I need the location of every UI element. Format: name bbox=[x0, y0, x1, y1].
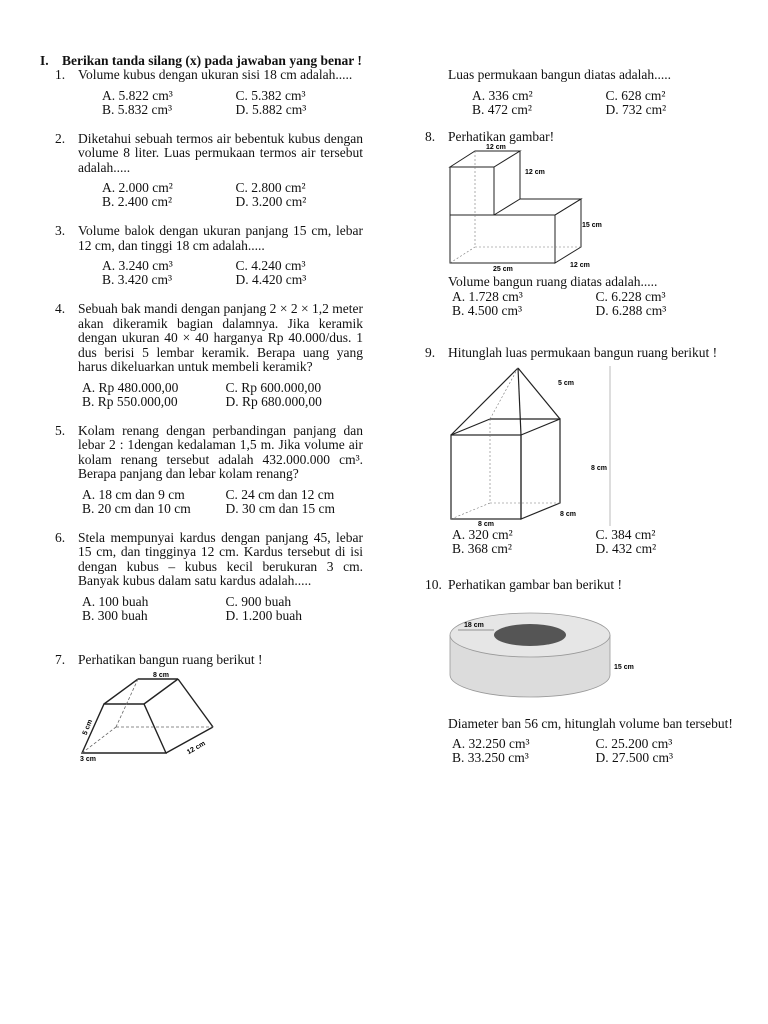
tire-hole bbox=[494, 624, 566, 646]
label-height: 15 cm bbox=[614, 663, 634, 671]
question-number: 10. bbox=[425, 577, 442, 592]
tire-figure bbox=[448, 603, 648, 703]
question-text: Diketahui sebuah termos air bebentuk kubus dengan volume 8 liter. Luas permukaan termos air tersebut adalah..... bbox=[78, 130, 363, 175]
option-d[interactable]: D. 4.420 cm³ bbox=[235, 272, 307, 287]
question-number: 8. bbox=[425, 128, 436, 144]
label-inner: 18 cm bbox=[464, 621, 484, 629]
top-left-edge bbox=[104, 679, 138, 704]
question-10 bbox=[425, 578, 733, 765]
option-d[interactable]: D. 432 cm² bbox=[595, 541, 657, 556]
option-c[interactable]: C. 25.200 cm³ bbox=[595, 736, 673, 751]
question-8 bbox=[425, 130, 733, 318]
option-b[interactable]: B. 472 cm² bbox=[472, 101, 532, 117]
cube-right bbox=[521, 419, 560, 519]
label-length: 25 cm bbox=[493, 266, 513, 272]
option-c[interactable]: C. 6.228 cm³ bbox=[595, 288, 666, 304]
question-text: Luas permukaan bangun diatas adalah..... bbox=[448, 67, 672, 82]
question-6 bbox=[55, 531, 363, 623]
section-number: I. bbox=[40, 53, 49, 68]
option-c[interactable]: C. 628 cm² bbox=[605, 87, 666, 103]
front-face bbox=[82, 704, 166, 753]
question-text: Kolam renang dengan perbandingan panjang dan lebar 2 : 1dengan kedalaman 1,5 m. Jika volume air kolam renang tersebut adalah 432.000.000 cm³. Berapa panjang dan lebar kolam renang? bbox=[78, 422, 363, 481]
option-d[interactable]: D. 30 cm dan 15 cm bbox=[225, 500, 335, 516]
option-d[interactable]: D. 6.288 cm³ bbox=[595, 302, 667, 318]
option-b[interactable]: B. 20 cm dan 10 cm bbox=[82, 500, 191, 516]
cube-pyramid-figure bbox=[448, 364, 620, 526]
answer-options bbox=[82, 381, 363, 409]
label-depth: 8 cm bbox=[560, 511, 576, 518]
option-c[interactable]: C. 4.240 cm³ bbox=[235, 258, 306, 273]
pyramid-edge-2 bbox=[518, 368, 521, 435]
right-column bbox=[425, 68, 733, 765]
question-subtext: Diameter ban 56 cm, hitunglah volume ban tersebut! bbox=[448, 715, 733, 731]
cube-top bbox=[450, 151, 520, 167]
label-slant: 5 cm bbox=[558, 380, 574, 387]
option-d[interactable]: D. 27.500 cm³ bbox=[595, 750, 674, 765]
option-d[interactable]: D. 3.200 cm² bbox=[235, 194, 307, 209]
option-c[interactable]: C. 384 cm² bbox=[595, 527, 656, 542]
option-b[interactable]: B. 2.400 cm² bbox=[102, 194, 173, 209]
question-7 bbox=[55, 653, 363, 762]
question-number: 4. bbox=[55, 301, 66, 316]
option-b[interactable]: B. 368 cm² bbox=[452, 541, 512, 556]
question-text: Perhatikan bangun ruang berikut ! bbox=[78, 651, 263, 667]
question-1 bbox=[55, 68, 363, 117]
option-a[interactable]: A. 5.822 cm³ bbox=[102, 87, 173, 103]
option-b[interactable]: B. 300 buah bbox=[82, 607, 148, 623]
option-b[interactable]: B. Rp 550.000,00 bbox=[82, 393, 178, 409]
trapezoid-prism-figure bbox=[78, 669, 228, 761]
question-number: 5. bbox=[55, 422, 66, 438]
block-front bbox=[450, 215, 555, 263]
hidden-left-edge bbox=[116, 679, 138, 727]
option-c[interactable]: C. 900 buah bbox=[225, 593, 292, 609]
question-3 bbox=[55, 224, 363, 287]
answer-options bbox=[452, 290, 733, 318]
option-c[interactable]: C. 5.382 cm³ bbox=[235, 87, 306, 103]
hidden-pyramid-edge bbox=[490, 368, 518, 419]
question-number: 2. bbox=[55, 130, 66, 146]
answer-options bbox=[82, 595, 363, 623]
hidden-diagonal bbox=[450, 247, 475, 263]
question-number: 6. bbox=[55, 529, 66, 545]
label-top: 12 cm bbox=[486, 144, 506, 151]
question-number: 9. bbox=[425, 344, 436, 360]
option-c[interactable]: C. 2.800 cm² bbox=[235, 180, 306, 195]
answer-options bbox=[102, 89, 363, 117]
label-bottom: 3 cm bbox=[80, 756, 96, 761]
label-width: 8 cm bbox=[478, 521, 494, 526]
option-d[interactable]: D. Rp 680.000,00 bbox=[225, 393, 322, 409]
option-a[interactable]: A. Rp 480.000,00 bbox=[82, 379, 179, 395]
question-text: Perhatikan gambar! bbox=[448, 128, 555, 144]
option-d[interactable]: D. 732 cm² bbox=[605, 101, 667, 117]
cube-on-block-figure bbox=[448, 144, 608, 272]
option-b[interactable]: B. 4.500 cm³ bbox=[452, 302, 523, 318]
pyramid-edge-3 bbox=[518, 368, 560, 419]
answer-options bbox=[452, 737, 733, 765]
option-c[interactable]: C. 24 cm dan 12 cm bbox=[225, 486, 335, 502]
option-b[interactable]: B. 33.250 cm³ bbox=[452, 750, 529, 765]
label-side: 5 cm bbox=[81, 718, 95, 737]
hidden-diagonal bbox=[451, 503, 490, 519]
back-right-edge bbox=[178, 679, 213, 727]
question-number: 3. bbox=[55, 223, 66, 238]
option-d[interactable]: D. 5.882 cm³ bbox=[235, 101, 307, 117]
option-a[interactable]: A. 100 buah bbox=[82, 593, 149, 609]
question-5 bbox=[55, 424, 363, 516]
question-text: Hitunglah luas permukaan bangun ruang berikut ! bbox=[448, 344, 718, 360]
question-text: Volume balok dengan ukuran panjang 15 cm, lebar 12 cm, dan tinggi 18 cm adalah..... bbox=[78, 223, 363, 253]
top-right-edge bbox=[144, 679, 178, 704]
option-a[interactable]: A. 336 cm² bbox=[472, 87, 533, 103]
cube-front bbox=[451, 435, 521, 519]
question-text: Stela mempunyai kardus dengan panjang 45, lebar 15 cm, dan tingginya 12 cm. Kardus tersebut di isi dengan kubus – kubus kecil berukuran 3 cm. Banyak kubus dalam satu kardus adalah..... bbox=[78, 529, 363, 588]
label-height: 8 cm bbox=[591, 465, 607, 472]
left-column bbox=[55, 68, 363, 761]
question-2 bbox=[55, 132, 363, 210]
option-a[interactable]: A. 18 cm dan 9 cm bbox=[82, 486, 185, 502]
question-4 bbox=[55, 302, 363, 409]
label-block-height: 15 cm bbox=[582, 222, 602, 229]
question-9 bbox=[425, 346, 733, 557]
block-right bbox=[555, 199, 581, 263]
label-cube-height: 12 cm bbox=[525, 169, 545, 176]
question-subtext: Volume bangun ruang diatas adalah..... bbox=[448, 274, 658, 289]
option-a[interactable]: A. 2.000 cm² bbox=[102, 180, 173, 195]
label-width: 12 cm bbox=[570, 262, 590, 269]
answer-options bbox=[102, 259, 363, 287]
question-number: 1. bbox=[55, 67, 66, 82]
option-a[interactable]: A. 3.240 cm³ bbox=[102, 258, 173, 273]
option-c[interactable]: C. Rp 600.000,00 bbox=[225, 379, 322, 395]
option-a[interactable]: A. 32.250 cm³ bbox=[452, 736, 530, 751]
answer-options bbox=[102, 181, 363, 209]
pyramid-edge-1 bbox=[451, 368, 518, 435]
option-b[interactable]: B. 5.832 cm³ bbox=[102, 101, 173, 117]
question-number: 7. bbox=[55, 651, 66, 667]
label-top: 8 cm bbox=[153, 672, 169, 679]
answer-options bbox=[472, 89, 733, 117]
section-title: Berikan tanda silang (x) pada jawaban yang benar ! bbox=[62, 53, 362, 68]
cube-front bbox=[450, 167, 494, 215]
option-d[interactable]: D. 1.200 buah bbox=[225, 607, 302, 623]
question-text: Perhatikan gambar ban berikut ! bbox=[448, 577, 622, 592]
question-text: Sebuah bak mandi dengan panjang 2 × 2 × 1,2 meter akan dikeramik bagian dalamnya. Jika keramik dengan ukuran 40 × 40 harganya Rp 40.000/dus. 1 dus berisi 5 lembar keramik. Berapa uang yang harus dikeluarkan untuk membeli keramik? bbox=[78, 301, 363, 374]
answer-options bbox=[452, 528, 733, 556]
option-a[interactable]: A. 320 cm² bbox=[452, 527, 513, 542]
top-back-left bbox=[451, 419, 490, 435]
question-text: Volume kubus dengan ukuran sisi 18 cm adalah..... bbox=[78, 67, 353, 82]
question-7-continued bbox=[425, 68, 733, 117]
label-depth: 12 cm bbox=[186, 740, 207, 757]
answer-options bbox=[82, 488, 363, 516]
option-a[interactable]: A. 1.728 cm³ bbox=[452, 288, 523, 304]
option-b[interactable]: B. 3.420 cm³ bbox=[102, 272, 173, 287]
